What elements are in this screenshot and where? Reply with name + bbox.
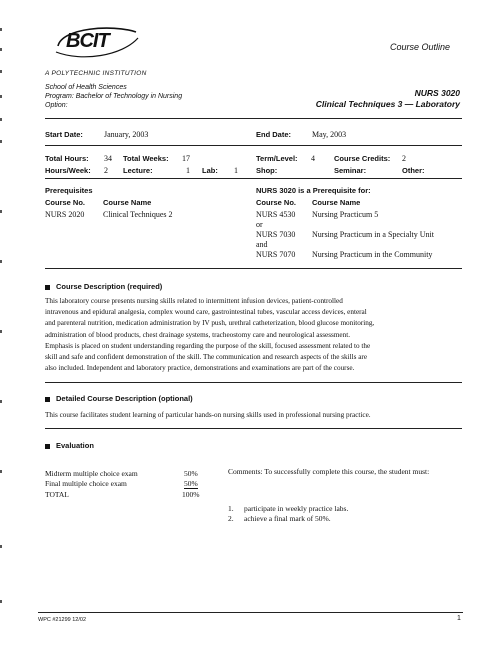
prereq-for-name-1: Nursing Practicum 5 xyxy=(312,210,379,219)
description-line: Emphasis is placed on student understanding regarding the purpose of the skill, focused assessment related to the xyxy=(45,341,371,350)
description-line: administration of blood products, chest drainage systems, tracheostomy care and neurological assessment. xyxy=(45,330,350,339)
footer-divider xyxy=(38,612,463,613)
lecture-value: 1 xyxy=(186,166,190,175)
other-label: Other: xyxy=(402,166,425,175)
form-id: WPC #21299 12/02 xyxy=(38,617,87,623)
lab-label: Lab: xyxy=(202,166,218,175)
start-date-value: January, 2003 xyxy=(104,130,149,139)
seminar-label: Seminar: xyxy=(334,166,367,175)
description-line: and parenteral nutrition, medication administration by IV push, urethral catheterization, blood glucose monitoring, xyxy=(45,319,375,328)
prereq-for-col-name: Course Name xyxy=(312,198,361,207)
section-bullet-icon xyxy=(45,397,50,402)
prereq-course-name: Clinical Techniques 2 xyxy=(103,210,173,219)
total-weeks-label: Total Weeks: xyxy=(123,154,169,163)
prereq-col-no: Course No. xyxy=(45,198,86,207)
evaluation-title: Evaluation xyxy=(56,441,94,450)
requirement-text: achieve a final mark of 50%. xyxy=(244,514,331,523)
hours-week-value: 2 xyxy=(104,166,108,175)
lab-value: 1 xyxy=(234,166,238,175)
requirement-number: 2. xyxy=(228,514,234,523)
description-line: skill and safe and confident demonstration of the skill. The communication and research aspects of the skills are xyxy=(45,353,368,362)
detailed-description-title: Detailed Course Description (optional) xyxy=(56,394,193,403)
prereq-for-name-3: Nursing Practicum in the Community xyxy=(312,250,433,259)
detailed-description-heading xyxy=(45,394,193,403)
eval-item-label: Midterm multiple choice exam xyxy=(45,469,138,478)
description-line: also included. Independent and laboratory practice, demonstrations and examinations are part of the course. xyxy=(45,364,355,373)
prereq-for-or: or xyxy=(256,220,263,229)
description-line: This laboratory course presents nursing skills related to intermittent infusion devices, patient-controlled xyxy=(45,297,343,305)
credits-value: 2 xyxy=(402,154,406,163)
header-divider xyxy=(45,118,462,119)
total-hours-value: 34 xyxy=(104,154,112,163)
course-title: Clinical Techniques 3 — Laboratory xyxy=(315,99,460,109)
dates-divider xyxy=(45,145,462,146)
course-description-heading xyxy=(45,282,162,291)
prerequisites-title: Prerequisites xyxy=(45,186,93,195)
shop-label: Shop: xyxy=(256,166,278,175)
section-bullet-icon xyxy=(45,444,50,449)
prereq-col-name: Course Name xyxy=(103,198,152,207)
page-number: 1 xyxy=(457,615,461,622)
option-label: Option: xyxy=(45,102,68,109)
term-value: 4 xyxy=(311,154,315,163)
eval-item-value: 50% xyxy=(184,469,198,478)
end-date-label: End Date: xyxy=(256,130,292,139)
start-date-label: Start Date: xyxy=(45,130,83,139)
term-label: Term/Level: xyxy=(256,154,298,163)
requirement-number: 1. xyxy=(228,504,234,513)
prereq-course-no: NURS 2020 xyxy=(45,210,85,219)
credits-label: Course Credits: xyxy=(334,154,391,163)
evaluation-heading xyxy=(45,441,94,450)
prereq-for-no-2: NURS 7030 xyxy=(256,230,296,239)
detailed-description-text: This course facilitates student learning of particular hands-on nursing skills used in professional nursing practice. xyxy=(45,411,371,419)
prereq-for-name-2: Nursing Practicum in a Specialty Unit xyxy=(312,230,434,239)
lecture-label: Lecture: xyxy=(123,166,153,175)
prereq-for-no-1: NURS 4530 xyxy=(256,210,296,219)
doc-type: Course Outline xyxy=(390,42,451,52)
hours-week-label: Hours/Week: xyxy=(45,166,91,175)
prereq-for-col-no: Course No. xyxy=(256,198,297,207)
requirement-text: participate in weekly practice labs. xyxy=(244,504,349,513)
course-code: NURS 3020 xyxy=(414,88,460,98)
description-line: intravenous and epidural analgesia, complex wound care, gastrointestinal tubes, vascular access devices, enteral xyxy=(45,308,367,317)
section-bullet-icon xyxy=(45,285,50,290)
eval-comments: Comments: To successfully complete this course, the student must: xyxy=(228,467,430,476)
prereq-for-no-3: NURS 7070 xyxy=(256,250,296,259)
prereq-divider xyxy=(45,268,462,269)
end-date-value: May, 2003 xyxy=(312,130,347,139)
detailed-divider xyxy=(45,428,462,429)
description-divider xyxy=(45,382,462,383)
logo-text: BCIT xyxy=(66,30,109,52)
eval-item-value: 50% xyxy=(184,479,198,488)
bcit-logo xyxy=(52,22,142,66)
course-description-title: Course Description (required) xyxy=(56,282,163,291)
school-name: School of Health Sciences xyxy=(45,84,127,91)
course-description-text xyxy=(45,296,460,374)
program-name: Program: Bachelor of Technology in Nursing xyxy=(45,93,183,100)
eval-total-value: 100% xyxy=(182,490,200,499)
eval-item-label: Final multiple choice exam xyxy=(45,479,127,488)
logo-subtitle: A POLYTECHNIC INSTITUTION xyxy=(45,70,147,77)
prereq-for-title: NURS 3020 is a Prerequisite for: xyxy=(256,186,371,195)
total-weeks-value: 17 xyxy=(182,154,190,163)
prereq-for-and: and xyxy=(256,240,268,249)
total-hours-label: Total Hours: xyxy=(45,154,89,163)
eval-total-label: TOTAL xyxy=(45,490,69,499)
hours-divider xyxy=(45,178,462,179)
